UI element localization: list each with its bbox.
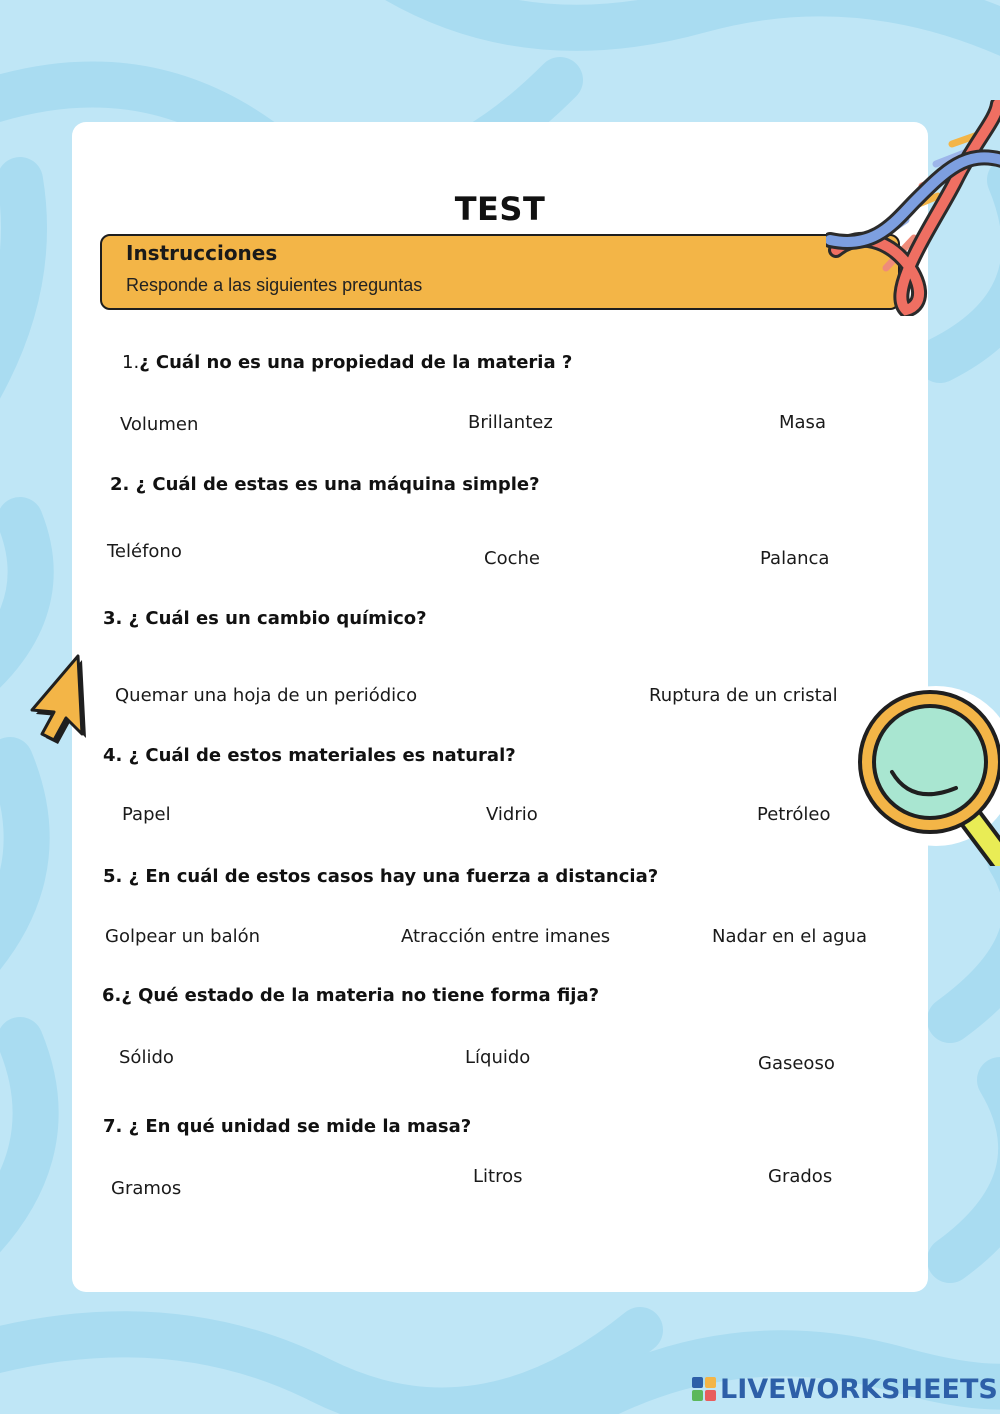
question-4	[103, 745, 516, 766]
option-gaseoso[interactable]: Gaseoso	[758, 1053, 835, 1074]
option-masa[interactable]: Masa	[779, 412, 826, 433]
question-6	[102, 985, 599, 1006]
question-5	[103, 866, 658, 887]
question-7	[103, 1116, 471, 1137]
instructions-text: Responde a las siguientes preguntas	[126, 275, 423, 295]
question-number: 2.	[110, 474, 130, 495]
question-number: 3.	[103, 608, 123, 629]
option-liquido[interactable]: Líquido	[465, 1047, 531, 1068]
option-ruptura-cristal[interactable]: Ruptura de un cristal	[649, 685, 838, 706]
page-title: TEST	[454, 190, 546, 228]
option-atraccion-imanes[interactable]: Atracción entre imanes	[401, 926, 611, 947]
question-text: ¿ Qué estado de la materia no tiene forma fija?	[121, 985, 600, 1006]
instructions-box	[100, 234, 900, 310]
question-number: 7.	[103, 1116, 123, 1137]
magnifying-glass-icon	[852, 680, 1000, 866]
question-2	[110, 474, 540, 495]
dna-icon	[826, 100, 1000, 316]
option-volumen[interactable]: Volumen	[120, 414, 199, 435]
option-nadar-agua[interactable]: Nadar en el agua	[712, 926, 867, 947]
question-text: ¿ Cuál de estos materiales es natural?	[128, 745, 516, 766]
question-number: 4.	[103, 745, 123, 766]
question-text: ¿ Cuál no es una propiedad de la materia ?	[139, 352, 573, 373]
option-solido[interactable]: Sólido	[119, 1047, 174, 1068]
question-1	[122, 352, 572, 373]
option-palanca[interactable]: Palanca	[760, 548, 830, 569]
option-telefono[interactable]: Teléfono	[107, 541, 182, 562]
liveworksheets-logo	[692, 1372, 998, 1406]
option-golpear-balon[interactable]: Golpear un balón	[105, 926, 261, 947]
instructions-heading: Instrucciones	[126, 241, 278, 265]
option-litros[interactable]: Litros	[473, 1166, 523, 1187]
brand-name: LIVEWORKSHEETS	[720, 1373, 998, 1405]
cursor-arrow-icon	[26, 650, 90, 746]
question-text: ¿ En qué unidad se mide la masa?	[128, 1116, 472, 1137]
logo-squares-icon	[692, 1377, 716, 1401]
option-quemar-hoja[interactable]: Quemar una hoja de un periódico	[115, 685, 418, 706]
option-vidrio[interactable]: Vidrio	[486, 804, 538, 825]
question-number: 1.	[122, 352, 140, 373]
question-text: ¿ En cuál de estos casos hay una fuerza a distancia?	[128, 866, 659, 887]
question-number: 5.	[103, 866, 123, 887]
question-3	[103, 608, 427, 629]
question-number: 6.	[102, 985, 122, 1006]
option-brillantez[interactable]: Brillantez	[468, 412, 553, 433]
option-gramos[interactable]: Gramos	[111, 1178, 182, 1199]
option-grados[interactable]: Grados	[768, 1166, 833, 1187]
option-papel[interactable]: Papel	[122, 804, 171, 825]
question-text: ¿ Cuál de estas es una máquina simple?	[135, 474, 540, 495]
question-text: ¿ Cuál es un cambio químico?	[128, 608, 427, 629]
option-coche[interactable]: Coche	[484, 548, 540, 569]
option-petroleo[interactable]: Petróleo	[757, 804, 831, 825]
